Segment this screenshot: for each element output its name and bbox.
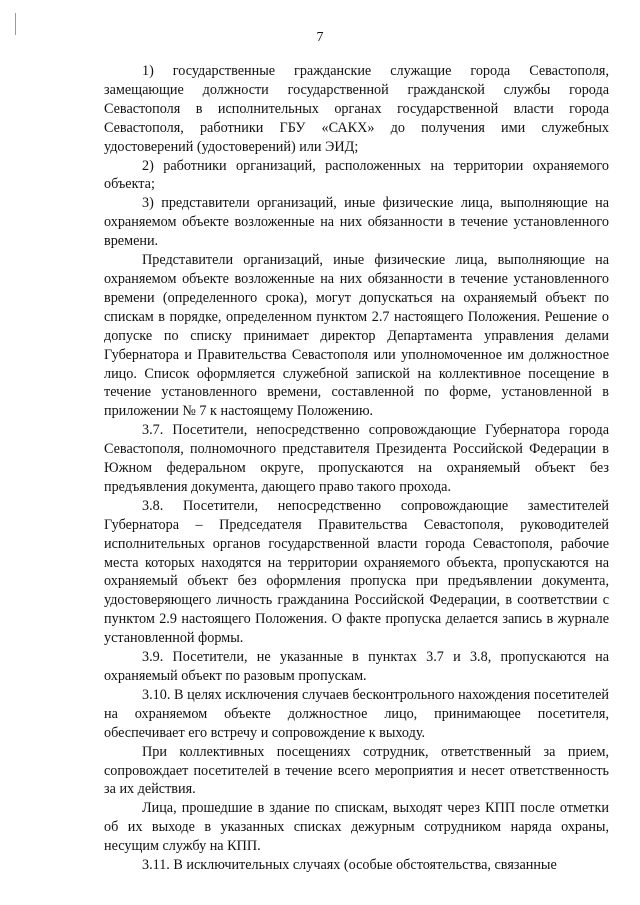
paragraph-collective-visits: При коллективных посещениях сотрудник, ответственный за прием, сопровождает посетителей в течение всего мероприятия и несет ответственность за их действия. (104, 743, 609, 798)
paragraph-exit-by-lists: Лица, прошедшие в здание по спискам, выходят через КПП после отметки об их выходе в указанных списках дежурным сотрудником наряда охраны, несущим службу на КПП. (104, 800, 609, 855)
document-body (104, 62, 609, 875)
paragraph-item-2: 2) работники организаций, расположенных на территории охраняемого объекта; (104, 157, 609, 193)
paragraph-3-7: 3.7. Посетители, непосредственно сопровождающие Губернатора города Севастополя, полномочного представителя Президента Российской Федерации в Южном федеральном округе, пропускаются на охраняемый объект без предъявления документа, дающего право такого прохода. (104, 422, 609, 495)
paragraph-3-10: 3.10. В целях исключения случаев бесконтрольного нахождения посетителей на охраняемом объекте должностное лицо, принимающее посетителя, обеспечивает его встречу и сопровождение к выходу. (104, 686, 609, 741)
paragraph-list-admission: Представители организаций, иные физические лица, выполняющие на охраняемом объекте возложенные на них обязанности в течение установленного времени (определенного срока), могут допускаться на охраняемый объект по спискам в порядке, определенном пунктом 2.7 настоящего Положения. Решение о допуске по списку принимает директор Департамента управления делами Губернатора и Правительства Севастополя или уполномоченное им должностное лицо. Список оформляется служебной запиской на коллективное посещение в течение установленного времени, составленной по форме, установленной в приложении № 7 к настоящему Положению. (104, 252, 609, 420)
page-number: 7 (316, 30, 324, 45)
paragraph-3-11: 3.11. В исключительных случаях (особые обстоятельства, связанные (142, 857, 557, 874)
paragraph-3-9: 3.9. Посетители, не указанные в пунктах 3.7 и 3.8, пропускаются на охраняемый объект по разовым пропускам. (104, 649, 609, 684)
paragraph-item-3: 3) представители организаций, иные физические лица, выполняющие на охраняемом объекте возложенные на них обязанности в течение установленного времени. (104, 195, 609, 250)
paragraph-item-1: 1) государственные гражданские служащие города Севастополя, замещающие должности государственной гражданской службы города Севастополя в исполнительных органах государственной власти города Севастополя, работники ГБУ «САКХ» до получения ими служебных удостоверений (удостоверений) или ЭИД; (104, 63, 609, 155)
paragraph-3-8: 3.8. Посетители, непосредственно сопровождающие заместителей Губернатора – Председателя Правительства Севастополя, руководителей исполнительных органов государственной власти города Севастополя, рабочие места которых находятся на территории охраняемого объекта, пропускаются на охраняемый объект без оформления пропуска при предъявлении документа, удостоверяющего личность гражданина Российской Федерации, в соответствии с пунктом 2.9 настоящего Положения. О факте пропуска делается запись в журнале установленной формы. (104, 497, 609, 647)
